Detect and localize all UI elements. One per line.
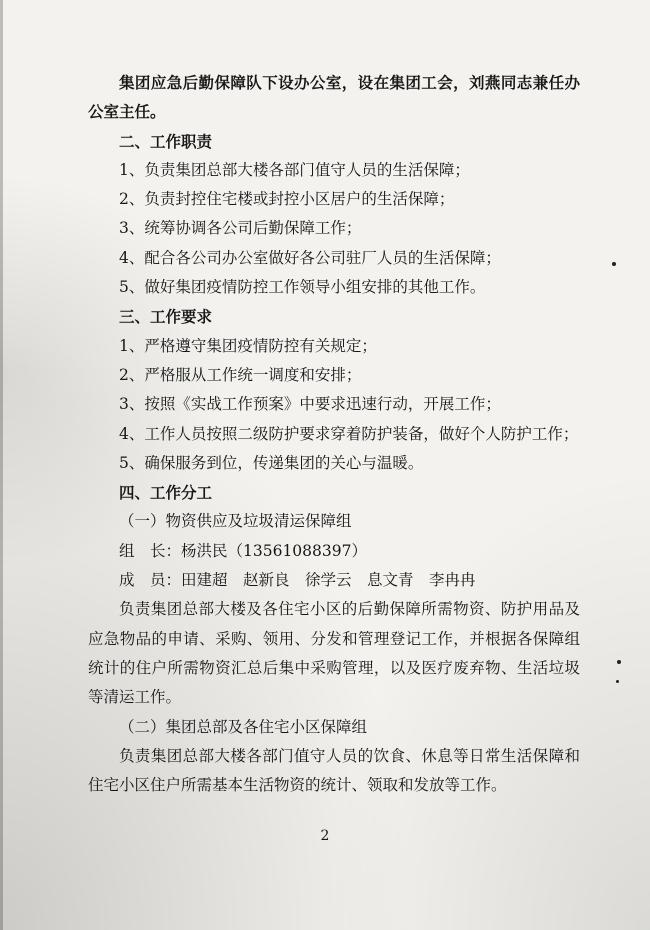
requirement-item-5: 5、确保服务到位，传递集团的关心与温暖。	[119, 453, 424, 472]
duty-item-3: 3、统筹协调各公司后勤保障工作；	[119, 219, 362, 238]
scan-speck	[617, 660, 621, 664]
group-1-leader: 组 长：杨洪民（13561088397）	[119, 541, 367, 560]
group-1-description: 负责集团总部大楼及各住宅小区的后勤保障所需物资、防护用品及应急物品的申请、采购、领用、分发和管理登记工作，并根据各保障组统计的住户所需物资汇总后集中采购管理，以及医疗废弃物、生活垃圾等清运工作。	[88, 600, 580, 707]
requirement-item-3: 3、按照《实战工作预案》中要求迅速行动，开展工作；	[119, 395, 501, 414]
group-2-description: 负责集团总部大楼各部门值守人员的饮食、休息等日常生活保障和住宅小区住户所需基本生活物资的统计、领取和发放等工作。	[88, 746, 580, 795]
group-2-title: （二）集团总部及各住宅小区保障组	[119, 717, 368, 736]
duty-item-5: 5、做好集团疫情防控工作领导小组安排的其他工作。	[119, 278, 486, 297]
requirement-item-4: 4、工作人员按照二级防护要求穿着防护装备，做好个人防护工作；	[119, 424, 579, 443]
heading-requirements: 三、工作要求	[119, 307, 213, 327]
group-1-members: 成 员：田建超 赵新良 徐学云 息文青 李冉冉	[119, 571, 476, 590]
heading-duties: 二、工作职责	[119, 131, 213, 151]
duty-item-1: 1、负责集团总部大楼各部门值守人员的生活保障；	[119, 160, 470, 179]
scan-edge-top-left	[0, 0, 3, 930]
group-1-title: （一）物资供应及垃圾清运保障组	[119, 512, 352, 531]
requirement-item-1: 1、严格遵守集团疫情防控有关规定；	[119, 336, 377, 355]
duty-item-4: 4、配合各公司办公室做好各公司驻厂人员的生活保障；	[119, 248, 501, 267]
scan-speck	[616, 680, 619, 683]
page-number: 2	[320, 828, 330, 844]
heading-division: 四、工作分工	[119, 483, 213, 503]
scan-speck	[612, 262, 616, 266]
paragraph-office: 集团应急后勤保障队下设办公室，设在集团工会，刘燕同志兼任办公室主任。	[88, 73, 580, 122]
document-body	[88, 68, 580, 800]
requirement-item-2: 2、严格服从工作统一调度和安排；	[119, 365, 362, 384]
duty-item-2: 2、负责封控住宅楼或封控小区居户的生活保障；	[119, 190, 455, 209]
